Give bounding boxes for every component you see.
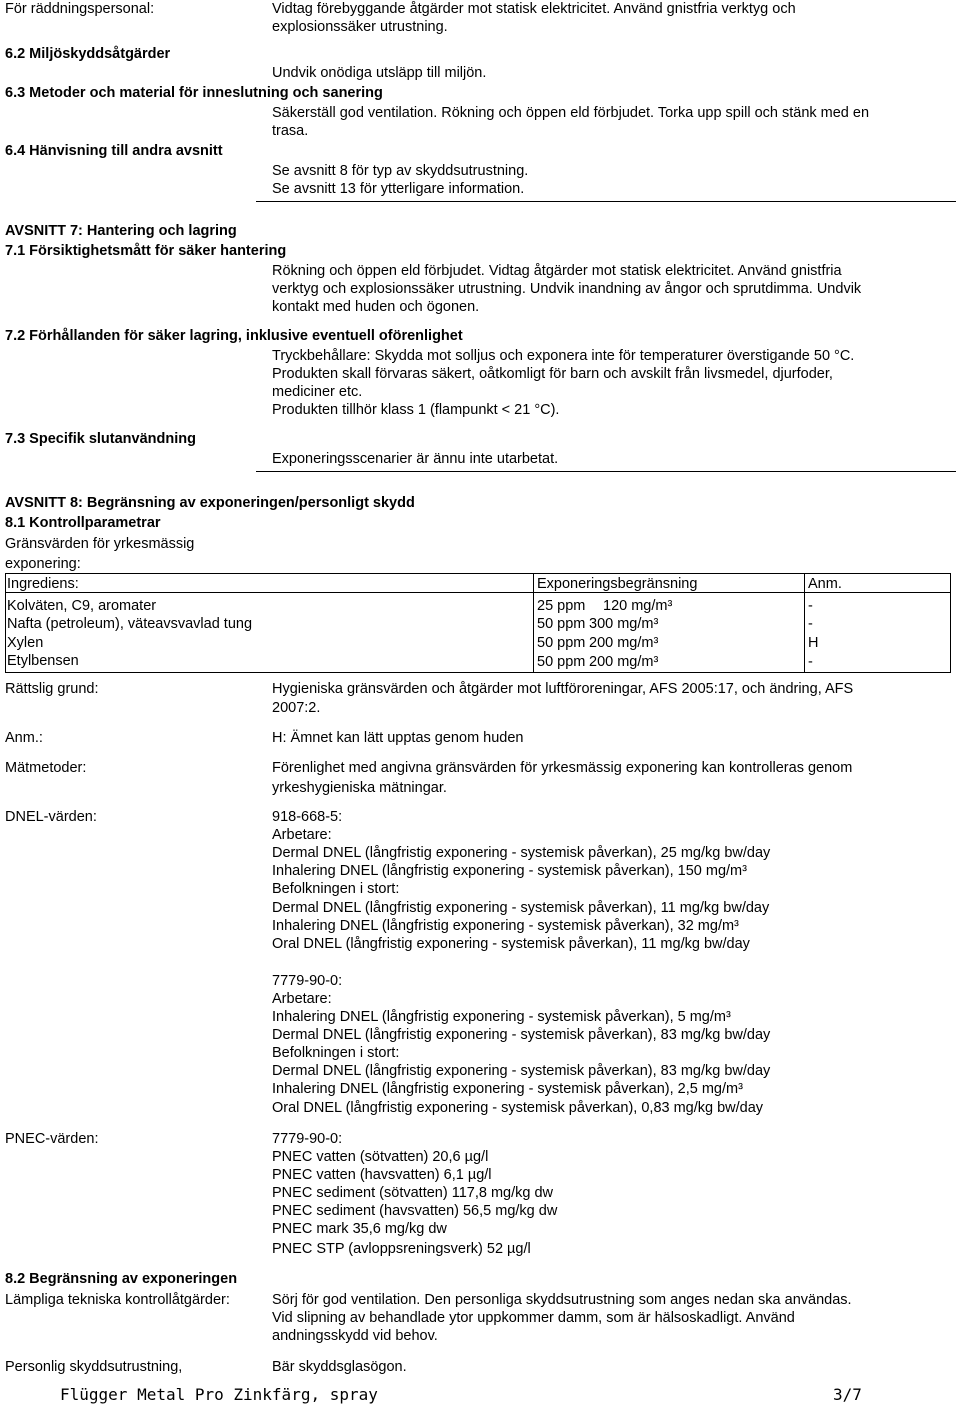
table-row-3-name: Xylen bbox=[7, 635, 44, 651]
ppe-text: Bär skyddsglasögon. bbox=[272, 1359, 407, 1375]
table-row-1-note: - bbox=[808, 598, 813, 614]
table-row-3-note: H bbox=[808, 635, 819, 651]
storage-line-3: mediciner etc. bbox=[272, 384, 363, 400]
dnel-1-line-2: Arbetare: bbox=[272, 827, 332, 843]
end-use-text: Exponeringsscenarier är ännu inte utarbetat. bbox=[272, 451, 559, 467]
pnec-line-6: PNEC mark 35,6 mg/kg dw bbox=[272, 1221, 447, 1237]
dnel-2-line-1: 7779-90-0: bbox=[272, 973, 343, 989]
pnec-label: PNEC-värden: bbox=[5, 1131, 99, 1147]
pnec-line-5: PNEC sediment (havsvatten) 56,5 mg/kg dw bbox=[272, 1203, 558, 1219]
heading-8-1: 8.1 Kontrollparametrar bbox=[5, 515, 161, 531]
limits-line-1: Gränsvärden för yrkesmässig bbox=[5, 536, 195, 552]
section-8-title: AVSNITT 8: Begränsning av exponeringen/personligt skydd bbox=[5, 495, 415, 511]
ref-line-2: Se avsnitt 13 för ytterligare information. bbox=[272, 181, 525, 197]
tech-line-2: Vid slipning av behandlade ytor uppkommer damm, som är hälsoskadligt. Använd bbox=[272, 1310, 795, 1326]
section-7-title: AVSNITT 7: Hantering och lagring bbox=[5, 223, 237, 239]
ppe-label: Personlig skyddsutrustning, bbox=[5, 1359, 183, 1375]
ref-line-1: Se avsnitt 8 för typ av skyddsutrustning. bbox=[272, 163, 529, 179]
legal-line-1: Hygieniska gränsvärden och åtgärder mot luftföroreningar, AFS 2005:17, och ändring, AFS bbox=[272, 681, 854, 697]
handling-line-2: verktyg och explosionssäker utrustning. Undvik inandning av ångor och sprutdimma. Undvik bbox=[272, 281, 862, 297]
rescue-label: För räddningspersonal: bbox=[5, 1, 155, 17]
env-text: Undvik onödiga utsläpp till miljön. bbox=[272, 65, 487, 81]
table-row-2-mg: 300 mg/m³ bbox=[589, 616, 659, 632]
dnel-1-line-1: 918-668-5: bbox=[272, 809, 343, 825]
dnel-2-line-7: Inhalering DNEL (långfristig exponering - systemisk påverkan), 2,5 mg/m³ bbox=[272, 1081, 743, 1097]
rescue-line-1: Vidtag förebyggande åtgärder mot statisk elektricitet. Använd gnistfria verktyg och bbox=[272, 1, 796, 17]
table-row-4-mg: 200 mg/m³ bbox=[589, 654, 659, 670]
methods-label: Mätmetoder: bbox=[5, 760, 87, 776]
tech-label: Lämpliga tekniska kontrollåtgärder: bbox=[5, 1292, 230, 1308]
dnel-2-line-8: Oral DNEL (långfristig exponering - systemisk påverkan), 0,83 mg/kg bw/day bbox=[272, 1100, 764, 1116]
storage-line-2: Produkten skall förvaras säkert, oåtkomligt för barn och avskilt från livsmedel, djurfoder, bbox=[272, 366, 833, 382]
table-left-border bbox=[5, 573, 6, 672]
table-right-border bbox=[950, 573, 951, 672]
section-7-rule bbox=[256, 471, 956, 472]
handling-line-3: kontakt med huden och ögonen. bbox=[272, 299, 480, 315]
dnel-1-line-3: Dermal DNEL (långfristig exponering - systemisk påverkan), 25 mg/kg bw/day bbox=[272, 845, 771, 861]
dnel-1-line-7: Inhalering DNEL (långfristig exponering - systemisk påverkan), 32 mg/m³ bbox=[272, 918, 739, 934]
legal-label: Rättslig grund: bbox=[5, 681, 99, 697]
section-6-rule bbox=[256, 201, 956, 202]
table-col-divider-2 bbox=[804, 573, 805, 672]
table-row-4-name: Etylbensen bbox=[7, 653, 79, 669]
dnel-2-line-2: Arbetare: bbox=[272, 991, 332, 1007]
tech-line-1: Sörj för god ventilation. Den personliga skyddsutrustning som anges nedan ska användas. bbox=[272, 1292, 852, 1308]
heading-6-4: 6.4 Hänvisning till andra avsnitt bbox=[5, 143, 223, 159]
dnel-1-line-8: Oral DNEL (långfristig exponering - systemisk påverkan), 11 mg/kg bw/day bbox=[272, 936, 750, 952]
limits-line-2: exponering: bbox=[5, 556, 81, 572]
storage-line-4: Produkten tillhör klass 1 (flampunkt < 21 °C). bbox=[272, 402, 560, 418]
tech-line-3: andningsskydd vid behov. bbox=[272, 1328, 438, 1344]
clean-line-1: Säkerställ god ventilation. Rökning och öppen eld förbjudet. Torka upp spill och stänk med en bbox=[272, 105, 870, 121]
heading-6-2: 6.2 Miljöskyddsåtgärder bbox=[5, 46, 171, 62]
table-row-4-ppm: 50 ppm bbox=[537, 654, 586, 670]
dnel-1-line-4: Inhalering DNEL (långfristig exponering - systemisk påverkan), 150 mg/m³ bbox=[272, 863, 747, 879]
heading-7-1: 7.1 Försiktighetsmått för säker hantering bbox=[5, 243, 287, 259]
heading-6-3: 6.3 Metoder och material för inneslutning och sanering bbox=[5, 85, 383, 101]
heading-7-2: 7.2 Förhållanden för säker lagring, inklusive eventuell oförenlighet bbox=[5, 328, 463, 344]
table-bottom-rule bbox=[5, 672, 951, 673]
dnel-2-line-5: Befolkningen i stort: bbox=[272, 1045, 400, 1061]
table-header-note: Anm. bbox=[808, 576, 842, 592]
pnec-line-2: PNEC vatten (sötvatten) 20,6 µg/l bbox=[272, 1149, 489, 1165]
rescue-line-2: explosionssäker utrustning. bbox=[272, 19, 448, 35]
table-row-1-mg: 120 mg/m³ bbox=[603, 598, 673, 614]
clean-line-2: trasa. bbox=[272, 123, 309, 139]
dnel-1-line-6: Dermal DNEL (långfristig exponering - systemisk påverkan), 11 mg/kg bw/day bbox=[272, 900, 770, 916]
heading-7-3: 7.3 Specifik slutanvändning bbox=[5, 431, 196, 447]
legal-line-2: 2007:2. bbox=[272, 700, 321, 716]
pnec-line-7: PNEC STP (avloppsreningsverk) 52 µg/l bbox=[272, 1241, 531, 1257]
heading-8-2: 8.2 Begränsning av exponeringen bbox=[5, 1271, 238, 1287]
pnec-line-3: PNEC vatten (havsvatten) 6,1 µg/l bbox=[272, 1167, 492, 1183]
footer-page-number: 3/7 bbox=[833, 1385, 862, 1404]
table-row-4-note: - bbox=[808, 654, 813, 670]
table-row-3-ppm: 50 ppm bbox=[537, 635, 586, 651]
note-text: H: Ämnet kan lätt upptas genom huden bbox=[272, 730, 524, 746]
handling-line-1: Rökning och öppen eld förbjudet. Vidtag åtgärder mot statisk elektricitet. Använd gnistfria bbox=[272, 263, 842, 279]
table-row-1-name: Kolväten, C9, aromater bbox=[7, 598, 157, 614]
table-top-rule bbox=[5, 573, 951, 574]
table-row-2-name: Nafta (petroleum), väteavsvavlad tung bbox=[7, 616, 253, 632]
storage-line-1: Tryckbehållare: Skydda mot solljus och exponera inte för temperaturer överstigande 50 °C. bbox=[272, 348, 855, 364]
dnel-1-line-5: Befolkningen i stort: bbox=[272, 881, 400, 897]
table-row-2-note: - bbox=[808, 616, 813, 632]
dnel-2-line-3: Inhalering DNEL (långfristig exponering - systemisk påverkan), 5 mg/m³ bbox=[272, 1009, 731, 1025]
pnec-line-1: 7779-90-0: bbox=[272, 1131, 343, 1147]
dnel-2-line-6: Dermal DNEL (långfristig exponering - systemisk påverkan), 83 mg/kg bw/day bbox=[272, 1063, 771, 1079]
note-label: Anm.: bbox=[5, 730, 43, 746]
table-row-3-mg: 200 mg/m³ bbox=[589, 635, 659, 651]
methods-line-2: yrkeshygieniska mätningar. bbox=[272, 780, 447, 796]
table-row-1-ppm: 25 ppm bbox=[537, 598, 586, 614]
footer-product-name: Flügger Metal Pro Zinkfärg, spray bbox=[60, 1385, 378, 1404]
table-header-limit: Exponeringsbegränsning bbox=[537, 576, 698, 592]
methods-line-1: Förenlighet med angivna gränsvärden för yrkesmässig exponering kan kontrolleras genom bbox=[272, 760, 853, 776]
dnel-label: DNEL-värden: bbox=[5, 809, 97, 825]
table-header-ingredient: Ingrediens: bbox=[7, 576, 79, 592]
table-row-2-ppm: 50 ppm bbox=[537, 616, 586, 632]
table-col-divider-1 bbox=[533, 573, 534, 672]
pnec-line-4: PNEC sediment (sötvatten) 117,8 mg/kg dw bbox=[272, 1185, 553, 1201]
dnel-2-line-4: Dermal DNEL (långfristig exponering - systemisk påverkan), 83 mg/kg bw/day bbox=[272, 1027, 771, 1043]
